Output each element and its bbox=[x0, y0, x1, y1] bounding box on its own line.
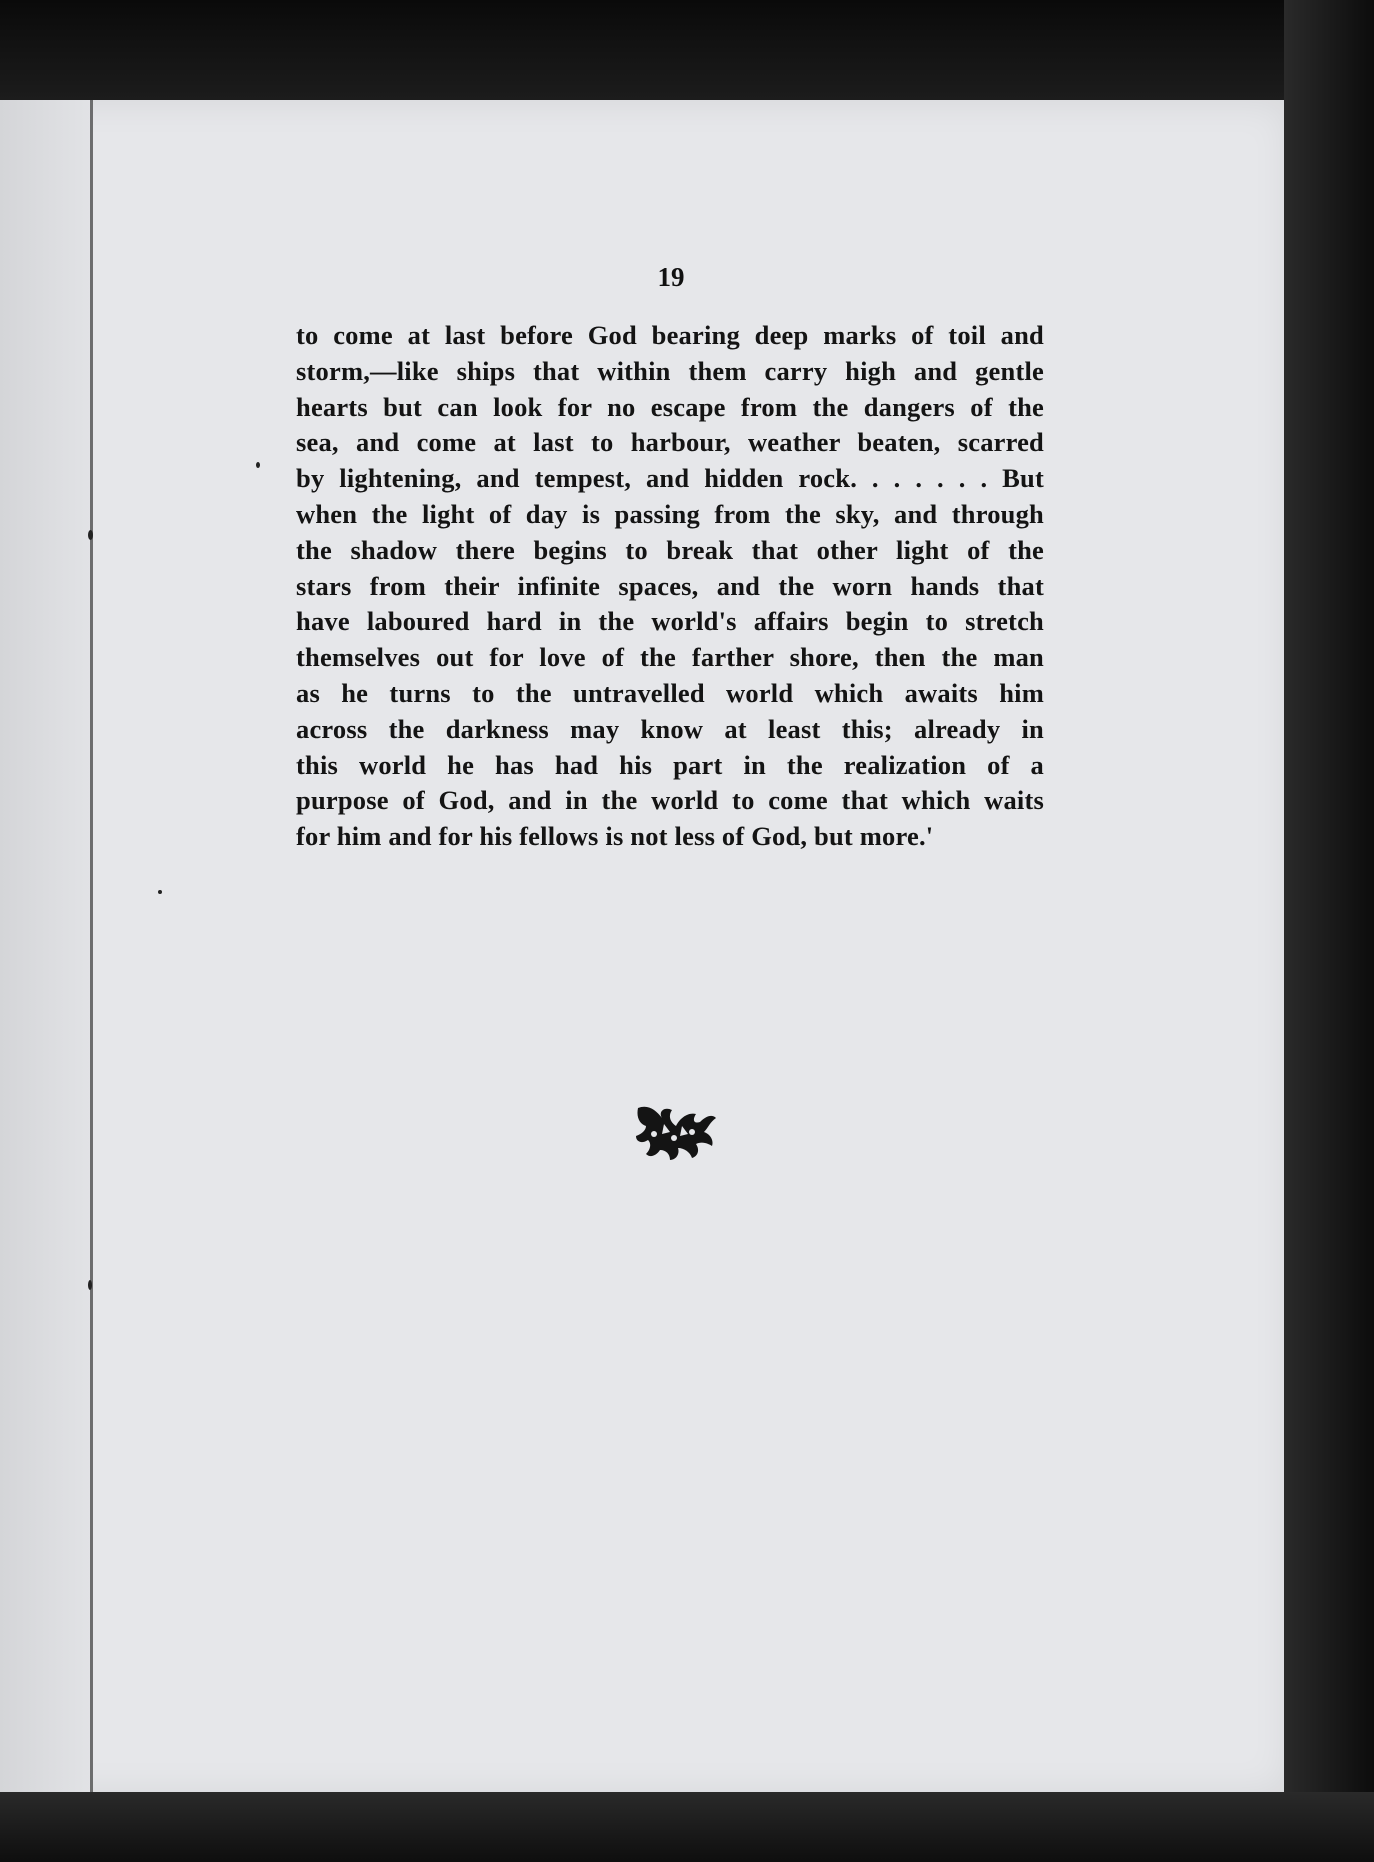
text-line: sea, and come at last to harbour, weather beaten, scarred bbox=[296, 427, 1044, 458]
text-line: themselves out for love of the farther shore, then the man bbox=[296, 642, 1044, 673]
text-line: stars from their infinite spaces, and the worn hands that bbox=[296, 570, 1044, 601]
scan-speck bbox=[256, 462, 260, 468]
binding-line bbox=[90, 100, 93, 1795]
text-line: the shadow there begins to break that other light of the bbox=[296, 534, 1044, 565]
text-line: hearts but can look for no escape from the dangers of the bbox=[296, 391, 1044, 422]
scan-speck bbox=[88, 530, 93, 540]
body-text bbox=[296, 318, 1044, 855]
text-line: across the darkness may know at least this; already in bbox=[296, 713, 1044, 744]
text-line: purpose of God, and in the world to come that which waits bbox=[296, 785, 1044, 816]
scan-speck bbox=[158, 890, 162, 894]
scan-speck bbox=[88, 1280, 92, 1290]
binding-shade bbox=[0, 100, 92, 1795]
text-line: this world he has had his part in the realization of a bbox=[296, 749, 1044, 780]
fleuron-icon bbox=[634, 1098, 718, 1162]
text-line: by lightening, and tempest, and hidden rock. . . . . . . But bbox=[296, 463, 1044, 494]
text-line: storm,—like ships that within them carry high and gentle bbox=[296, 355, 1044, 386]
text-line: as he turns to the untravelled world which awaits him bbox=[296, 677, 1044, 708]
scan-frame-top bbox=[0, 0, 1374, 100]
page-number: 19 bbox=[657, 262, 685, 292]
scan-frame-bottom bbox=[0, 1792, 1374, 1862]
text-line: have laboured hard in the world's affairs begin to stretch bbox=[296, 606, 1044, 637]
text-line: for him and for his fellows is not less of God, but more.' bbox=[296, 821, 934, 852]
text-line: when the light of day is passing from the sky, and through bbox=[296, 498, 1044, 529]
text-line: to come at last before God bearing deep marks of toil and bbox=[296, 320, 1044, 350]
